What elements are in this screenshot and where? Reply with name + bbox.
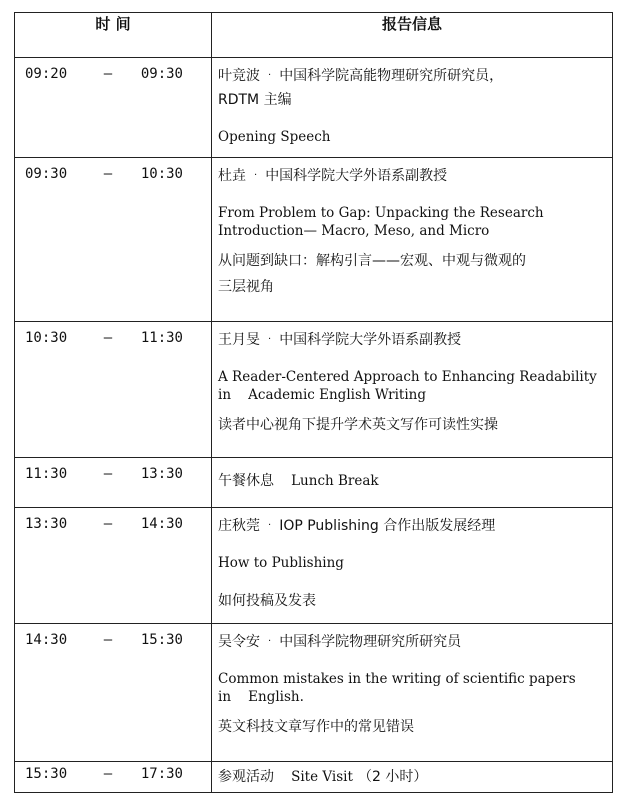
start-time: 11:30 xyxy=(25,466,68,482)
start-time: 09:20 xyxy=(25,66,68,82)
speaker-role-cont: RDTM 主编 xyxy=(218,92,292,108)
speaker-name: 吴令安 xyxy=(218,634,260,650)
break-label-en: Lunch Break xyxy=(291,473,379,489)
speaker-line xyxy=(218,630,606,654)
start-time: 13:30 xyxy=(25,516,68,532)
speaker-role: 中国科学院高能物理研究所研究员， xyxy=(279,68,504,84)
visit-duration: （2 小时） xyxy=(357,769,428,785)
end-time: 10:30 xyxy=(140,166,183,182)
table-row xyxy=(15,508,613,624)
talk-title-en-cont: in Academic English Writing xyxy=(218,387,426,403)
time-cell xyxy=(15,322,212,458)
table-row xyxy=(15,158,613,322)
info-cell xyxy=(212,158,613,322)
speaker-name: 庄秋莞 xyxy=(218,518,260,534)
time-cell xyxy=(15,58,212,158)
end-time: 15:30 xyxy=(140,632,183,648)
talk-title-zh-cont: 三层视角 xyxy=(218,279,274,295)
table-row xyxy=(15,58,613,158)
time-dash: — xyxy=(103,330,113,346)
info-cell xyxy=(212,458,613,508)
separator-dot: · xyxy=(268,70,272,81)
time-cell xyxy=(15,458,212,508)
visit-label-en: Site Visit xyxy=(291,769,353,785)
start-time: 10:30 xyxy=(25,330,68,346)
start-time: 15:30 xyxy=(25,766,68,782)
speaker-role: 中国科学院大学外语系副教授 xyxy=(265,168,448,184)
speaker-name: 杜垚 xyxy=(218,168,246,184)
speaker-line xyxy=(218,164,606,188)
talk-title-en: Opening Speech xyxy=(218,129,331,145)
time-dash: — xyxy=(103,66,113,82)
time-cell xyxy=(15,158,212,322)
header-row xyxy=(15,13,613,58)
time-dash: — xyxy=(103,166,113,182)
break-label-zh: 午餐休息 xyxy=(218,473,274,489)
table-row xyxy=(15,458,613,508)
speaker-line xyxy=(218,514,606,538)
speaker-line xyxy=(218,64,606,88)
speaker-line xyxy=(218,328,606,352)
time-dash: — xyxy=(103,516,113,532)
time-dash: — xyxy=(103,466,113,482)
header-time: 时 间 xyxy=(15,13,212,58)
info-cell xyxy=(212,624,613,762)
end-time: 17:30 xyxy=(140,766,183,782)
speaker-name: 叶竞波 xyxy=(218,68,260,84)
end-time: 11:30 xyxy=(140,330,183,346)
visit-label-zh: 参观活动 xyxy=(218,769,274,785)
end-time: 14:30 xyxy=(140,516,183,532)
speaker-role: 中国科学院大学外语系副教授 xyxy=(279,332,462,348)
speaker-role: 中国科学院物理研究所研究员 xyxy=(279,634,462,650)
talk-title-en: A Reader-Centered Approach to Enhancing Readability xyxy=(218,369,597,385)
separator-dot: · xyxy=(268,334,272,345)
info-cell xyxy=(212,508,613,624)
end-time: 13:30 xyxy=(140,466,183,482)
table-row xyxy=(15,624,613,762)
start-time: 14:30 xyxy=(25,632,68,648)
talk-title-zh: 如何投稿及发表 xyxy=(218,593,316,609)
separator-dot: · xyxy=(254,170,258,181)
info-cell xyxy=(212,58,613,158)
info-cell xyxy=(212,762,613,793)
talk-title-en: How to Publishing xyxy=(218,555,344,571)
table-row xyxy=(15,762,613,793)
talk-title-en: From Problem to Gap: Unpacking the Research xyxy=(218,205,544,221)
table-row xyxy=(15,322,613,458)
start-time: 09:30 xyxy=(25,166,68,182)
time-cell xyxy=(15,624,212,762)
separator-dot: · xyxy=(268,636,272,647)
schedule-table xyxy=(14,12,613,793)
talk-title-zh: 从问题到缺口：解构引言——宏观、中观与微观的 xyxy=(218,253,526,269)
talk-title-zh: 英文科技文章写作中的常见错误 xyxy=(218,719,414,735)
talk-title-en: Common mistakes in the writing of scientific papers xyxy=(218,671,576,687)
talk-title-zh: 读者中心视角下提升学术英文写作可读性实操 xyxy=(218,417,498,433)
talk-title-en-cont: Introduction— Macro, Meso, and Micro xyxy=(218,223,490,239)
info-cell xyxy=(212,322,613,458)
speaker-name: 王月旻 xyxy=(218,332,260,348)
header-info: 报告信息 xyxy=(212,13,613,58)
time-cell xyxy=(15,762,212,793)
speaker-role: IOP Publishing 合作出版发展经理 xyxy=(279,518,496,534)
talk-title-en-cont: in English. xyxy=(218,689,304,705)
separator-dot: · xyxy=(268,520,272,531)
end-time: 09:30 xyxy=(140,66,183,82)
time-dash: — xyxy=(103,632,113,648)
time-dash: — xyxy=(103,766,113,782)
time-cell xyxy=(15,508,212,624)
